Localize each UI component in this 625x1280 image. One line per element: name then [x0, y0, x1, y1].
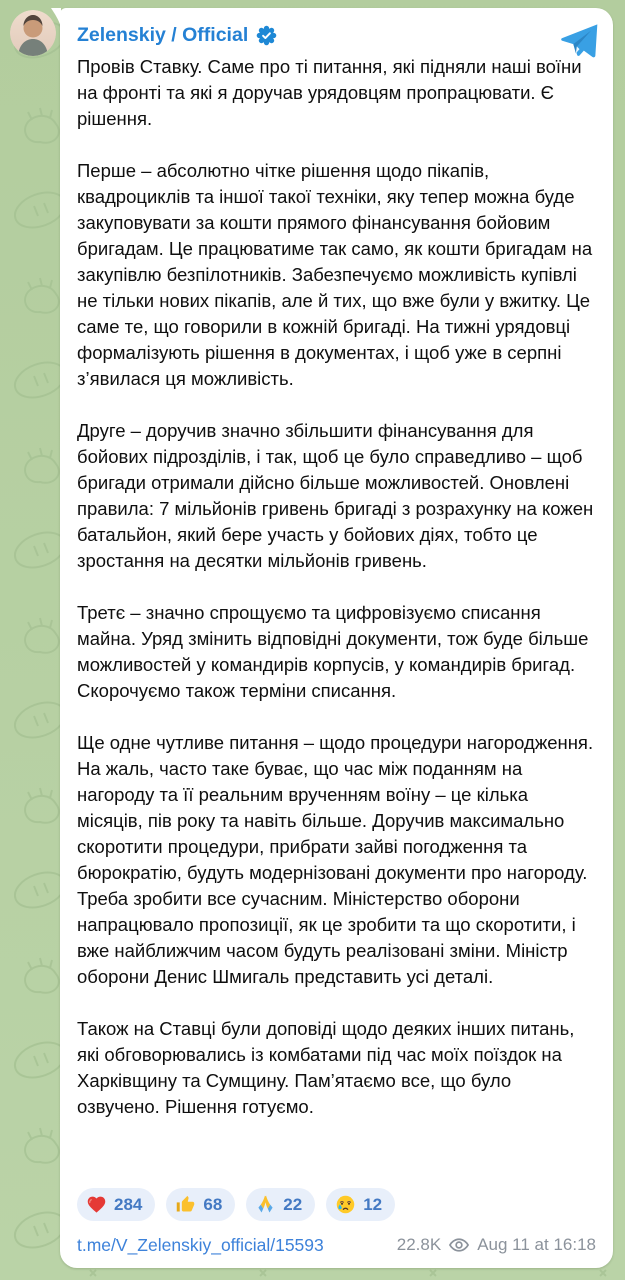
verified-badge-icon [256, 25, 277, 46]
reaction-count: 68 [203, 1194, 223, 1214]
thumbs-up-emoji-icon [175, 1194, 196, 1215]
meta-right [397, 1234, 596, 1256]
message-paragraph: Також на Ставці були доповіді щодо деяких інших питань, які обговорювались із комбатами під час моїх поїздок на Харківщину та Сумщину. Пам’ятаємо все, що було озвучено. Рішення готуємо. [77, 1018, 575, 1117]
reaction-pill[interactable] [166, 1188, 235, 1221]
heart-emoji-icon [86, 1194, 107, 1215]
reaction-count: 284 [114, 1194, 143, 1214]
message-bubble [60, 8, 613, 1268]
avatar-image [10, 10, 56, 56]
message-bottom [77, 1188, 596, 1258]
meta-row [77, 1232, 596, 1258]
crying-face-emoji-icon [335, 1194, 356, 1215]
views-eye-icon [448, 1234, 470, 1256]
reaction-count: 12 [363, 1194, 383, 1214]
message-header [77, 20, 596, 50]
post-link[interactable]: t.me/V_Zelenskiy_official/15593 [77, 1234, 324, 1255]
post-date: Aug 11 at 16:18 [477, 1235, 596, 1254]
reaction-pill[interactable] [246, 1188, 315, 1221]
message-paragraph: Третє – значно спрощуємо та цифровізуємо списання майна. Уряд змінить відповідні документи, тож буде більше можливостей у командирів корпусів, у командирів бригад. Скорочуємо також терміни списання. [77, 602, 589, 701]
channel-avatar[interactable] [10, 10, 56, 56]
reactions-row [77, 1188, 596, 1221]
reaction-pill[interactable] [326, 1188, 395, 1221]
channel-name[interactable]: Zelenskiy / Official [77, 24, 249, 46]
message-paragraph: Друге – доручив значно збільшити фінансування для бойових підрозділів, і так, щоб це було справедливо – щоб бригади отримали дійсно більше можливостей. Оновлені правила: 7 мільйонів гривень бригаді з розрахунку на кожен батальйон, який бере участь у бойових діях, тобто це зростання на десятки мільйонів гривень. [77, 420, 594, 571]
message-text [77, 54, 598, 1168]
message-paragraph: Ще одне чутливе питання – щодо процедури нагородження. На жаль, часто таке буває, що час між поданням на нагороду та її реальним врученням воїну – це кілька місяців, пів року та навіть більше. Доручив максимально скоротити процедури, прибрати зайві погодження та бюрократію, будуть модернізовані документи про нагороду. Треба зробити все сучасним. Міністерство оборони напрацювало пропозиції, як це зробити та що скоротити, і вже найближчим часом будуть реалізовані зміни. Міністр оборони Денис Шмигаль представить усі деталі. [77, 732, 594, 987]
reaction-pill[interactable] [77, 1188, 155, 1221]
reaction-count: 22 [283, 1194, 303, 1214]
folded-hands-emoji-icon [255, 1194, 276, 1215]
message-paragraph: Провів Ставку. Саме про ті питання, які підняли наші воїни на фронті та які я доручав урядовцям пропрацювати. Є рішення. [77, 56, 582, 129]
message-paragraph: Перше – абсолютно чітке рішення щодо пікапів, квадроциклів та іншої такої техніки, яку тепер можна буде закуповувати за кошти прямого фінансування бойовим бригадам. Це працюватиме так само, як кошти бригадам на закупівлю безпілотників. Забезпечуємо можливість купівлі не тільки нових пікапів, але й тих, що вже були у вжитку. Це саме те, що говорили в кожній бригаді. На тижні урядовці формалізують рішення в документах, і щоб уже в серпні з’явилася ця можливість. [77, 160, 593, 389]
views-count: 22.8K [396, 1235, 442, 1254]
